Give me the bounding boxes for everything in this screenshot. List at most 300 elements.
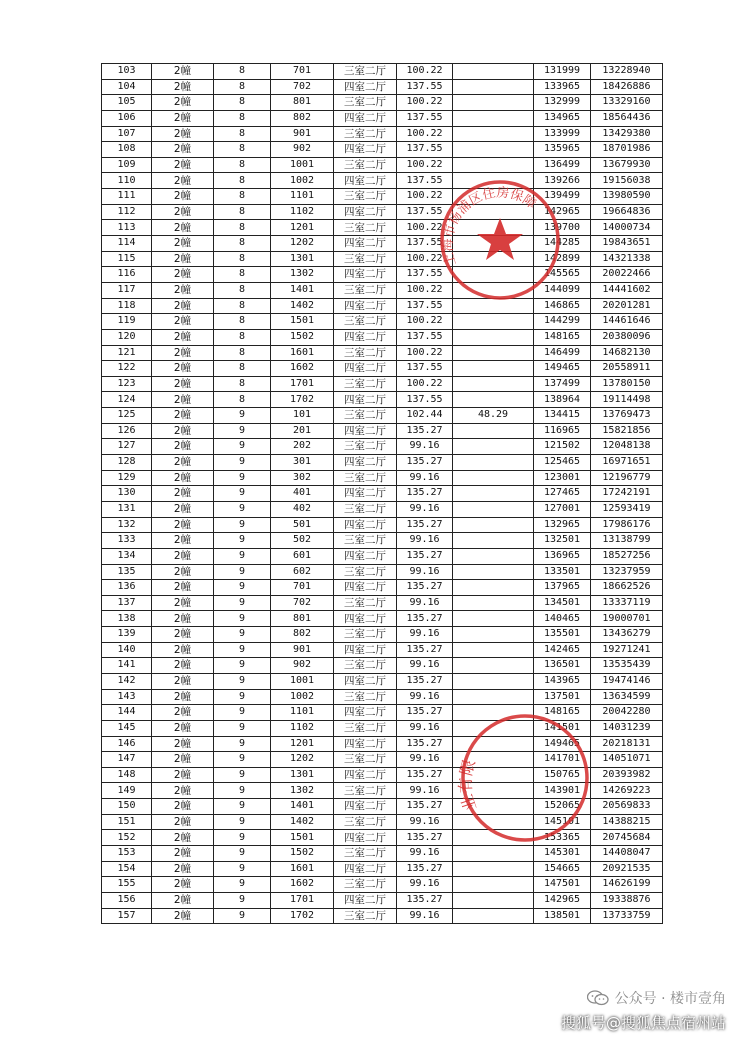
table-row	[102, 720, 663, 736]
cell-row-no: 122	[102, 361, 152, 377]
cell-layout: 四室二厅	[334, 705, 397, 721]
cell-layout: 四室二厅	[334, 329, 397, 345]
cell-area: 100.22	[397, 64, 453, 80]
cell-row-no: 131	[102, 501, 152, 517]
cell-total-price: 13436279	[591, 627, 663, 643]
cell-total-price: 14408047	[591, 846, 663, 862]
cell-total-price: 13634599	[591, 689, 663, 705]
cell-area: 99.16	[397, 783, 453, 799]
cell-unit-price: 127465	[534, 486, 591, 502]
cell-extra-area	[453, 204, 534, 220]
cell-extra-area	[453, 658, 534, 674]
cell-unit-price: 116965	[534, 423, 591, 439]
cell-unit: 8	[214, 189, 271, 205]
cell-row-no: 145	[102, 720, 152, 736]
cell-room: 1201	[271, 736, 334, 752]
cell-room: 1401	[271, 282, 334, 298]
cell-row-no: 103	[102, 64, 152, 80]
cell-extra-area	[453, 251, 534, 267]
cell-area: 99.16	[397, 752, 453, 768]
cell-row-no: 134	[102, 548, 152, 564]
cell-unit: 8	[214, 267, 271, 283]
table-row	[102, 470, 663, 486]
cell-unit: 8	[214, 251, 271, 267]
table-row	[102, 595, 663, 611]
cell-building: 2幢	[152, 814, 214, 830]
cell-extra-area	[453, 799, 534, 815]
cell-room: 1702	[271, 392, 334, 408]
cell-unit-price: 146499	[534, 345, 591, 361]
cell-area: 99.16	[397, 470, 453, 486]
cell-area: 99.16	[397, 846, 453, 862]
cell-room: 1502	[271, 329, 334, 345]
cell-total-price: 14626199	[591, 877, 663, 893]
cell-room: 802	[271, 110, 334, 126]
cell-unit-price: 136501	[534, 658, 591, 674]
cell-room: 201	[271, 423, 334, 439]
cell-unit-price: 139499	[534, 189, 591, 205]
cell-unit-price: 143901	[534, 783, 591, 799]
cell-layout: 三室二厅	[334, 752, 397, 768]
cell-total-price: 16971651	[591, 455, 663, 471]
cell-row-no: 128	[102, 455, 152, 471]
cell-unit: 9	[214, 533, 271, 549]
table-row	[102, 767, 663, 783]
cell-building: 2幢	[152, 236, 214, 252]
cell-room: 1202	[271, 752, 334, 768]
cell-layout: 三室二厅	[334, 439, 397, 455]
cell-area: 137.55	[397, 392, 453, 408]
table-row	[102, 408, 663, 424]
cell-building: 2幢	[152, 110, 214, 126]
cell-unit: 9	[214, 501, 271, 517]
cell-building: 2幢	[152, 627, 214, 643]
cell-total-price: 19114498	[591, 392, 663, 408]
cell-total-price: 19338876	[591, 892, 663, 908]
cell-unit-price: 152065	[534, 799, 591, 815]
cell-unit-price: 144099	[534, 282, 591, 298]
cell-unit: 8	[214, 298, 271, 314]
cell-building: 2幢	[152, 361, 214, 377]
table-row	[102, 830, 663, 846]
cell-room: 202	[271, 439, 334, 455]
cell-building: 2幢	[152, 548, 214, 564]
cell-building: 2幢	[152, 392, 214, 408]
cell-building: 2幢	[152, 486, 214, 502]
table-row	[102, 908, 663, 924]
table-row	[102, 877, 663, 893]
cell-room: 1001	[271, 673, 334, 689]
cell-unit-price: 136965	[534, 548, 591, 564]
cell-unit: 9	[214, 455, 271, 471]
cell-layout: 四室二厅	[334, 892, 397, 908]
cell-building: 2幢	[152, 877, 214, 893]
cell-layout: 四室二厅	[334, 799, 397, 815]
cell-building: 2幢	[152, 720, 214, 736]
cell-layout: 四室二厅	[334, 736, 397, 752]
cell-building: 2幢	[152, 126, 214, 142]
table-row	[102, 157, 663, 173]
cell-row-no: 154	[102, 861, 152, 877]
cell-extra-area	[453, 267, 534, 283]
cell-unit-price: 123001	[534, 470, 591, 486]
cell-unit: 8	[214, 173, 271, 189]
cell-unit-price: 148165	[534, 329, 591, 345]
cell-layout: 三室二厅	[334, 595, 397, 611]
cell-row-no: 106	[102, 110, 152, 126]
table-row	[102, 783, 663, 799]
cell-unit: 9	[214, 470, 271, 486]
cell-unit: 9	[214, 627, 271, 643]
cell-unit: 9	[214, 564, 271, 580]
cell-building: 2幢	[152, 767, 214, 783]
cell-total-price: 18662526	[591, 580, 663, 596]
cell-total-price: 20569833	[591, 799, 663, 815]
cell-total-price: 14461646	[591, 314, 663, 330]
cell-room: 1002	[271, 689, 334, 705]
cell-building: 2幢	[152, 861, 214, 877]
cell-layout: 三室二厅	[334, 501, 397, 517]
cell-layout: 三室二厅	[334, 376, 397, 392]
cell-row-no: 129	[102, 470, 152, 486]
cell-area: 135.27	[397, 517, 453, 533]
cell-extra-area	[453, 173, 534, 189]
table-row	[102, 173, 663, 189]
cell-unit: 9	[214, 517, 271, 533]
cell-building: 2幢	[152, 376, 214, 392]
cell-building: 2幢	[152, 267, 214, 283]
cell-total-price: 13535439	[591, 658, 663, 674]
cell-unit: 9	[214, 658, 271, 674]
cell-area: 100.22	[397, 251, 453, 267]
cell-total-price: 20201281	[591, 298, 663, 314]
cell-row-no: 116	[102, 267, 152, 283]
cell-extra-area	[453, 767, 534, 783]
cell-room: 1102	[271, 204, 334, 220]
cell-layout: 四室二厅	[334, 673, 397, 689]
cell-total-price: 19843651	[591, 236, 663, 252]
table-row	[102, 814, 663, 830]
cell-area: 135.27	[397, 799, 453, 815]
cell-area: 102.44	[397, 408, 453, 424]
cell-extra-area	[453, 720, 534, 736]
cell-layout: 四室二厅	[334, 298, 397, 314]
cell-layout: 四室二厅	[334, 204, 397, 220]
cell-building: 2幢	[152, 673, 214, 689]
cell-unit: 9	[214, 423, 271, 439]
cell-area: 99.16	[397, 814, 453, 830]
cell-unit: 9	[214, 830, 271, 846]
cell-layout: 四室二厅	[334, 548, 397, 564]
cell-extra-area	[453, 627, 534, 643]
cell-extra-area	[453, 736, 534, 752]
cell-layout: 三室二厅	[334, 408, 397, 424]
cell-unit: 8	[214, 142, 271, 158]
cell-unit-price: 133501	[534, 564, 591, 580]
cell-layout: 三室二厅	[334, 251, 397, 267]
cell-room: 1301	[271, 251, 334, 267]
cell-building: 2幢	[152, 752, 214, 768]
cell-area: 100.22	[397, 220, 453, 236]
cell-area: 99.16	[397, 564, 453, 580]
cell-total-price: 14441602	[591, 282, 663, 298]
cell-room: 1501	[271, 314, 334, 330]
cell-extra-area	[453, 642, 534, 658]
cell-unit: 8	[214, 95, 271, 111]
cell-row-no: 109	[102, 157, 152, 173]
cell-total-price: 20745684	[591, 830, 663, 846]
cell-area: 100.22	[397, 282, 453, 298]
cell-row-no: 149	[102, 783, 152, 799]
table-row	[102, 314, 663, 330]
cell-row-no: 139	[102, 627, 152, 643]
cell-unit-price: 146865	[534, 298, 591, 314]
cell-total-price: 20042280	[591, 705, 663, 721]
cell-area: 135.27	[397, 673, 453, 689]
cell-unit: 8	[214, 110, 271, 126]
cell-layout: 四室二厅	[334, 392, 397, 408]
cell-unit-price: 149465	[534, 736, 591, 752]
cell-unit-price: 132501	[534, 533, 591, 549]
cell-room: 702	[271, 595, 334, 611]
cell-unit: 9	[214, 705, 271, 721]
cell-building: 2幢	[152, 658, 214, 674]
cell-building: 2幢	[152, 439, 214, 455]
cell-row-no: 132	[102, 517, 152, 533]
cell-total-price: 14682130	[591, 345, 663, 361]
cell-unit-price: 134501	[534, 595, 591, 611]
cell-unit-price: 154665	[534, 861, 591, 877]
cell-room: 1601	[271, 345, 334, 361]
cell-total-price: 15821856	[591, 423, 663, 439]
table-row	[102, 861, 663, 877]
cell-room: 1202	[271, 236, 334, 252]
cell-area: 137.55	[397, 204, 453, 220]
cell-unit-price: 131999	[534, 64, 591, 80]
cell-room: 402	[271, 501, 334, 517]
cell-extra-area	[453, 486, 534, 502]
cell-building: 2幢	[152, 189, 214, 205]
cell-building: 2幢	[152, 517, 214, 533]
cell-room: 902	[271, 658, 334, 674]
cell-row-no: 112	[102, 204, 152, 220]
cell-total-price: 14051071	[591, 752, 663, 768]
cell-building: 2幢	[152, 783, 214, 799]
cell-total-price: 19664836	[591, 204, 663, 220]
cell-extra-area	[453, 345, 534, 361]
cell-unit-price: 134965	[534, 110, 591, 126]
cell-building: 2幢	[152, 799, 214, 815]
cell-total-price: 13228940	[591, 64, 663, 80]
cell-room: 502	[271, 533, 334, 549]
cell-layout: 四室二厅	[334, 580, 397, 596]
cell-extra-area	[453, 439, 534, 455]
cell-unit-price: 144285	[534, 236, 591, 252]
cell-extra-area	[453, 392, 534, 408]
cell-unit-price: 135965	[534, 142, 591, 158]
cell-total-price: 13780150	[591, 376, 663, 392]
cell-extra-area	[453, 580, 534, 596]
cell-row-no: 140	[102, 642, 152, 658]
table-row	[102, 658, 663, 674]
cell-extra-area	[453, 595, 534, 611]
table-row	[102, 799, 663, 815]
cell-unit-price: 142899	[534, 251, 591, 267]
cell-building: 2幢	[152, 282, 214, 298]
cell-building: 2幢	[152, 142, 214, 158]
cell-area: 137.55	[397, 298, 453, 314]
cell-row-no: 143	[102, 689, 152, 705]
cell-unit: 8	[214, 329, 271, 345]
cell-room: 802	[271, 627, 334, 643]
cell-building: 2幢	[152, 642, 214, 658]
cell-row-no: 105	[102, 95, 152, 111]
table-row	[102, 533, 663, 549]
cell-extra-area	[453, 673, 534, 689]
cell-total-price: 12593419	[591, 501, 663, 517]
cell-unit: 9	[214, 736, 271, 752]
cell-extra-area	[453, 783, 534, 799]
cell-extra-area	[453, 908, 534, 924]
cell-area: 135.27	[397, 580, 453, 596]
cell-unit-price: 136499	[534, 157, 591, 173]
cell-room: 801	[271, 611, 334, 627]
cell-row-no: 114	[102, 236, 152, 252]
cell-room: 1601	[271, 861, 334, 877]
cell-area: 100.22	[397, 157, 453, 173]
cell-building: 2幢	[152, 846, 214, 862]
cell-row-no: 124	[102, 392, 152, 408]
cell-room: 1301	[271, 767, 334, 783]
cell-unit: 9	[214, 892, 271, 908]
cell-area: 135.27	[397, 767, 453, 783]
cell-area: 135.27	[397, 611, 453, 627]
cell-room: 1702	[271, 908, 334, 924]
cell-unit: 8	[214, 204, 271, 220]
cell-building: 2幢	[152, 314, 214, 330]
cell-total-price: 20380096	[591, 329, 663, 345]
cell-layout: 三室二厅	[334, 783, 397, 799]
cell-building: 2幢	[152, 95, 214, 111]
cell-room: 1602	[271, 361, 334, 377]
cell-unit-price: 134415	[534, 408, 591, 424]
cell-area: 135.27	[397, 892, 453, 908]
cell-room: 1201	[271, 220, 334, 236]
cell-row-no: 135	[102, 564, 152, 580]
seal-bottom-text: 业有限	[455, 757, 481, 814]
cell-unit: 9	[214, 673, 271, 689]
cell-unit: 9	[214, 814, 271, 830]
cell-unit: 9	[214, 767, 271, 783]
table-row	[102, 736, 663, 752]
cell-room: 1502	[271, 846, 334, 862]
cell-room: 1101	[271, 705, 334, 721]
cell-total-price: 19156038	[591, 173, 663, 189]
cell-total-price: 17242191	[591, 486, 663, 502]
cell-area: 135.27	[397, 736, 453, 752]
cell-room: 1102	[271, 720, 334, 736]
cell-building: 2幢	[152, 611, 214, 627]
cell-extra-area	[453, 423, 534, 439]
cell-extra-area	[453, 517, 534, 533]
cell-area: 137.55	[397, 110, 453, 126]
cell-unit-price: 141701	[534, 752, 591, 768]
cell-extra-area: 48.29	[453, 408, 534, 424]
cell-room: 1002	[271, 173, 334, 189]
table-row	[102, 548, 663, 564]
cell-area: 100.22	[397, 345, 453, 361]
cell-unit-price: 139700	[534, 220, 591, 236]
cell-extra-area	[453, 189, 534, 205]
cell-unit-price: 137965	[534, 580, 591, 596]
cell-extra-area	[453, 126, 534, 142]
cell-building: 2幢	[152, 79, 214, 95]
cell-room: 1701	[271, 892, 334, 908]
cell-unit-price: 149465	[534, 361, 591, 377]
cell-unit-price: 127001	[534, 501, 591, 517]
table-row	[102, 392, 663, 408]
cell-total-price: 18426886	[591, 79, 663, 95]
table-row	[102, 580, 663, 596]
cell-building: 2幢	[152, 908, 214, 924]
cell-building: 2幢	[152, 423, 214, 439]
cell-building: 2幢	[152, 705, 214, 721]
cell-row-no: 117	[102, 282, 152, 298]
cell-unit-price: 140465	[534, 611, 591, 627]
cell-area: 137.55	[397, 329, 453, 345]
cell-building: 2幢	[152, 329, 214, 345]
table-row	[102, 642, 663, 658]
cell-extra-area	[453, 329, 534, 345]
table-row	[102, 110, 663, 126]
cell-unit: 9	[214, 877, 271, 893]
cell-room: 1101	[271, 189, 334, 205]
cell-layout: 四室二厅	[334, 267, 397, 283]
cell-unit-price: 147501	[534, 877, 591, 893]
cell-layout: 四室二厅	[334, 236, 397, 252]
cell-row-no: 148	[102, 767, 152, 783]
cell-building: 2幢	[152, 157, 214, 173]
cell-area: 99.16	[397, 720, 453, 736]
cell-layout: 三室二厅	[334, 345, 397, 361]
cell-unit-price: 137501	[534, 689, 591, 705]
cell-layout: 四室二厅	[334, 423, 397, 439]
cell-row-no: 156	[102, 892, 152, 908]
cell-unit-price: 145565	[534, 267, 591, 283]
table-row	[102, 329, 663, 345]
cell-room: 702	[271, 79, 334, 95]
cell-layout: 三室二厅	[334, 282, 397, 298]
cell-layout: 四室二厅	[334, 517, 397, 533]
cell-extra-area	[453, 892, 534, 908]
cell-unit: 8	[214, 361, 271, 377]
cell-unit: 9	[214, 752, 271, 768]
cell-total-price: 19271241	[591, 642, 663, 658]
table-row	[102, 689, 663, 705]
cell-row-no: 130	[102, 486, 152, 502]
table-row	[102, 345, 663, 361]
cell-room: 302	[271, 470, 334, 486]
cell-layout: 三室二厅	[334, 95, 397, 111]
cell-row-no: 153	[102, 846, 152, 862]
cell-row-no: 152	[102, 830, 152, 846]
cell-room: 1602	[271, 877, 334, 893]
cell-unit: 9	[214, 720, 271, 736]
cell-layout: 三室二厅	[334, 533, 397, 549]
cell-extra-area	[453, 79, 534, 95]
cell-unit-price: 142965	[534, 892, 591, 908]
cell-unit-price: 138501	[534, 908, 591, 924]
